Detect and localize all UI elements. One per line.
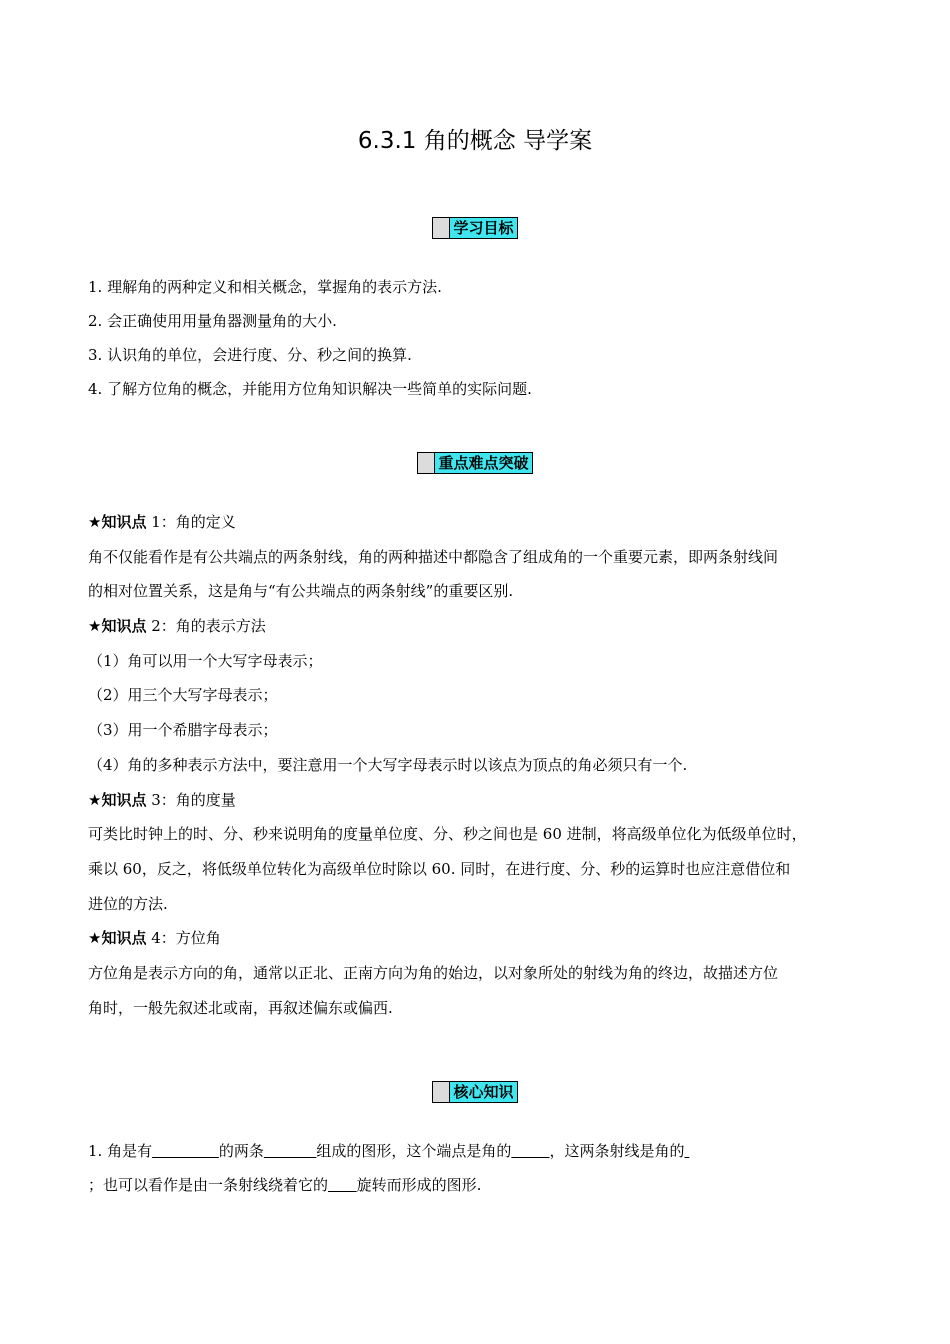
- question-text: ；也可以看作是由一条射线绕着它的: [88, 1176, 329, 1194]
- objective-item: 4. 了解方位角的概念，并能用方位角知识解决一些简单的实际问题.: [88, 380, 532, 398]
- objective-item: 1. 理解角的两种定义和相关概念，掌握角的表示方法.: [88, 278, 442, 296]
- knowledge-point-heading: [88, 921, 878, 956]
- knowledge-point-label: ★知识点: [88, 790, 147, 809]
- section-header-box: [417, 452, 532, 474]
- paragraph-line: 进位的方法.: [88, 894, 168, 913]
- section-header-core: [0, 1081, 950, 1103]
- page-title: 6.3.1 角的概念 导学案: [357, 128, 593, 154]
- objective-item: 2. 会正确使用用量角器测量角的大小.: [88, 312, 337, 330]
- question-text: 的两条: [218, 1142, 264, 1160]
- question-text: 旋转而形成的图形.: [356, 1176, 482, 1194]
- paragraph-line: 角时，一般先叙述北或南，再叙述偏东或偏西.: [88, 998, 393, 1017]
- section-header-label: 核心知识: [450, 1082, 516, 1102]
- knowledge-point-title: 4：方位角: [146, 929, 221, 948]
- knowledge-point-label: ★知识点: [88, 929, 147, 948]
- core-content: [88, 1134, 878, 1202]
- fill-blank: [511, 1142, 549, 1160]
- objectives-list: [88, 270, 878, 406]
- knowledge-point-title: 2：角的表示方法: [146, 617, 266, 636]
- paragraph-line: 的相对位置关系，这是角与“有公共端点的两条射线”的重要区别.: [88, 582, 514, 601]
- fill-blank: [685, 1142, 690, 1160]
- knowledge-point-label: ★知识点: [88, 617, 147, 636]
- section-header-box: [432, 1081, 517, 1103]
- fill-blank: [328, 1176, 357, 1194]
- paragraph-line: （4）角的多种表示方法中，要注意用一个大写字母表示时以该点为顶点的角必须只有一个.: [88, 755, 688, 774]
- question-line: [88, 1134, 878, 1168]
- knowledge-point-title: 3：角的度量: [146, 790, 236, 809]
- paragraph-line: 方位角是表示方向的角，通常以正北、正南方向为角的始边，以对象所处的射线为角的终边，故描述方位: [88, 963, 779, 982]
- question-text: 1. 角是有: [88, 1142, 153, 1160]
- fill-blank: [264, 1142, 316, 1160]
- section-header-objectives: [0, 217, 950, 239]
- question-text: 组成的图形，这个端点是角的: [316, 1142, 512, 1160]
- objective-item: 3. 认识角的单位，会进行度、分、秒之间的换算.: [88, 346, 412, 364]
- fill-blank: [152, 1142, 219, 1160]
- paragraph-line: 乘以 60，反之，将低级单位转化为高级单位时除以 60. 同时，在进行度、分、秒的运算时也应注意借位和: [88, 859, 791, 878]
- paragraph-line: （1）角可以用一个大写字母表示；: [88, 651, 323, 670]
- knowledge-point-heading: [88, 783, 878, 818]
- knowledge-point-label: ★知识点: [88, 513, 147, 531]
- section-header-key-points: [0, 452, 950, 474]
- section-header-label: 学习目标: [450, 218, 516, 238]
- paragraph-line: 角不仅能看作是有公共端点的两条射线，角的两种描述中都隐含了组成角的一个重要元素，即两条射线间: [88, 547, 779, 566]
- section-header-box: [432, 217, 517, 239]
- question-text: ，这两条射线是角的: [549, 1142, 685, 1160]
- question-line: [88, 1168, 878, 1202]
- section-header-label: 重点难点突破: [435, 453, 531, 473]
- section-header-stub: [433, 218, 450, 238]
- knowledge-point-heading: [88, 505, 878, 540]
- paragraph-line: 可类比时钟上的时、分、秒来说明角的度量单位度、分、秒之间也是 60 进制，将高级单位化为低级单位时，: [88, 825, 807, 844]
- key-points-content: [88, 505, 878, 1025]
- knowledge-point-heading: [88, 609, 878, 644]
- paragraph-line: （2）用三个大写字母表示；: [88, 686, 278, 705]
- paragraph-line: （3）用一个希腊字母表示；: [88, 721, 278, 740]
- section-header-stub: [433, 1082, 450, 1102]
- knowledge-point-title: 1：角的定义: [146, 513, 236, 531]
- section-header-stub: [418, 453, 435, 473]
